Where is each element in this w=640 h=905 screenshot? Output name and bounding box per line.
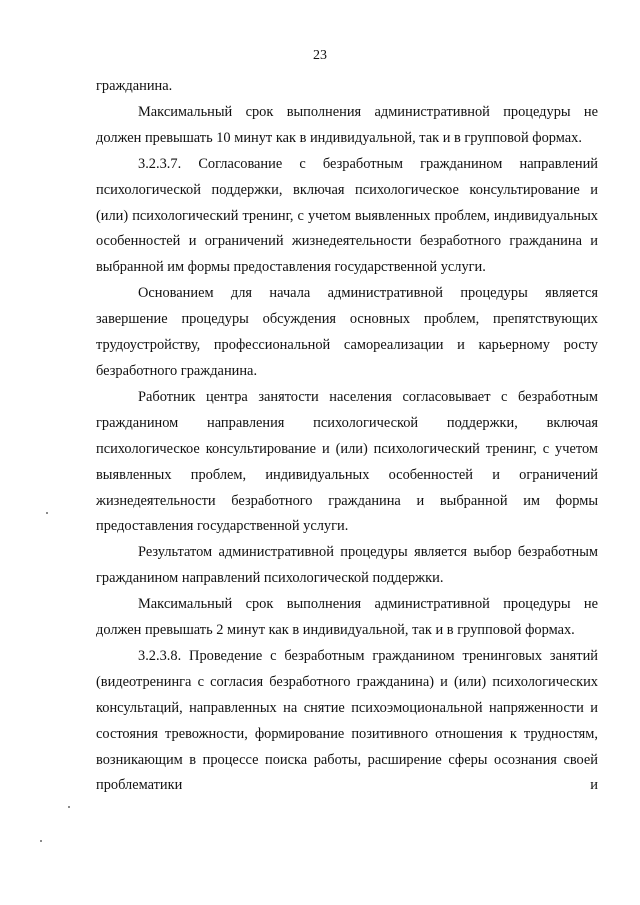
paragraph-continuation: гражданина. [96,78,173,94]
scan-speck [46,512,48,514]
paragraph-employment-center-worker: Работник центра занятости населения согласовывает с безработным гражданином направления психологической поддержки, включая психологическое консультирование и (или) психологический тренинг, с учетом выявленных проблем, индивидуальных особенностей и ограничений жизнедеятельности безработного гражданина и выбранной им формы предоставления государственной услуги. [96,388,598,535]
paragraph-section-3-2-3-8: 3.2.3.8. Проведение с безработным гражданином тренинговых занятий (видеотренинга с согласия безработного гражданина) и (или) психологических консультаций, направленных на снятие психоэмоциональной напряженности и состояния тревожности, формирование позитивного отношения к трудностям, возникающим в процессе поиска работы, расширение сферы осознания своей проблематики и [96,647,598,794]
paragraph-max-time-2-min: Максимальный срок выполнения административной процедуры не должен превышать 2 минут как в индивидуальной, так и в групповой формах. [96,596,598,639]
page-number: 23 [313,48,327,63]
paragraph-max-time-10-min: Максимальный срок выполнения административной процедуры не должен превышать 10 минут как в индивидуальной, так и в групповой формах. [96,103,598,146]
scan-speck [68,806,70,808]
page-body [96,74,598,799]
paragraph-basis-for-procedure: Основанием для начала административной процедуры является завершение процедуры обсуждения основных проблем, препятствующих трудоустройству, профессиональной самореализации и карьерному росту безработного гражданина. [96,285,598,379]
scan-speck [40,840,42,842]
paragraph-section-3-2-3-7: 3.2.3.7. Согласование с безработным гражданином направлений психологической поддержки, включая психологическое консультирование и (или) психологический тренинг, с учетом выявленных проблем, индивидуальных особенностей и ограничений жизнедеятельности безработного гражданина и выбранной им формы предоставления государственной услуги. [96,155,598,276]
paragraph-procedure-result: Результатом административной процедуры является выбор безработным гражданином направлений психологической поддержки. [96,544,598,587]
